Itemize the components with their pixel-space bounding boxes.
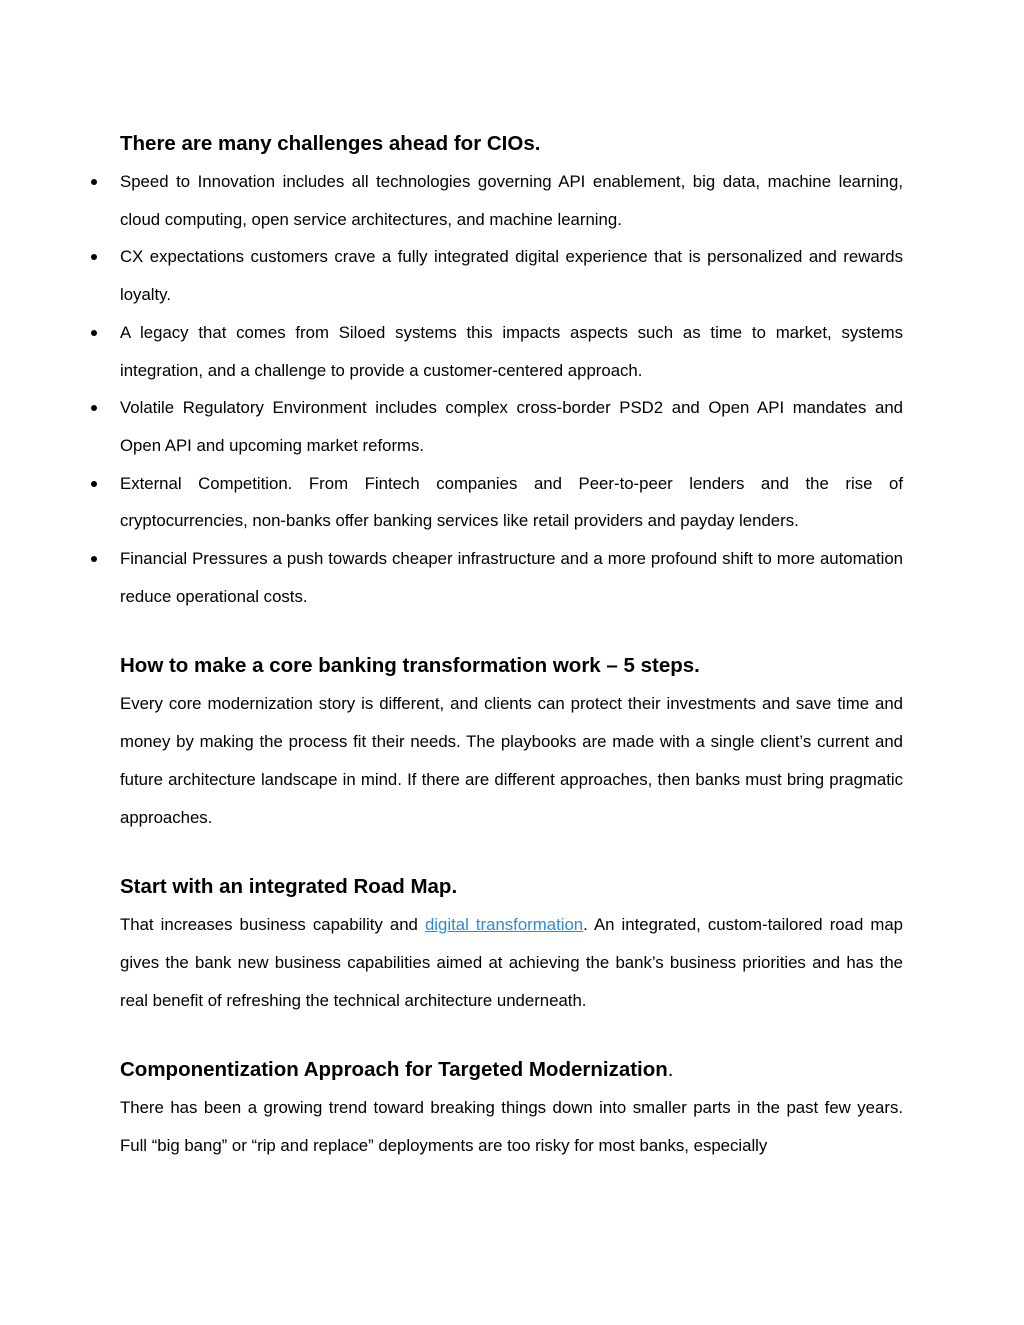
- list-item: External Competition. From Fintech companies and Peer-to-peer lenders and the rise of cryptocurrencies, non-banks offer banking services like retail providers and payday lenders.: [120, 465, 903, 540]
- section-road-map: [120, 871, 903, 1019]
- bullet-icon: [91, 179, 97, 185]
- section-heading: How to make a core banking transformation work – 5 steps.: [120, 654, 700, 678]
- section-heading: Componentization Approach for Targeted Modernization.: [120, 1058, 674, 1082]
- section-body: Every core modernization story is different, and clients can protect their investments and save time and money by making the process fit their needs. The playbooks are made with a single client’s current and future architecture landscape in mind. If there are different approaches, then banks must bring pragmatic approaches.: [120, 694, 903, 827]
- section-heading: Start with an integrated Road Map.: [120, 875, 458, 899]
- list-item: CX expectations customers crave a fully integrated digital experience that is personalized and rewards loyalty.: [120, 238, 903, 313]
- digital-transformation-link[interactable]: digital transformation: [424, 915, 584, 935]
- list-item: Financial Pressures a push towards cheaper infrastructure and a more profound shift to more automation reduce operational costs.: [120, 540, 903, 615]
- section-componentization: [120, 1054, 903, 1164]
- section-body: There has been a growing trend toward breaking things down into smaller parts in the past few years. Full “big bang” or “rip and replace” deployments are too risky for most banks, especially: [120, 1098, 903, 1156]
- section-body: That increases business capability and digital transformation. An integrated, custom-tailored road map gives the bank new business capabilities aimed at achieving the bank’s business priorities and has the real benefit of refreshing the technical architecture underneath.: [120, 915, 904, 1010]
- document-content: [120, 128, 903, 1165]
- list-item: Volatile Regulatory Environment includes complex cross-border PSD2 and Open API mandates and Open API and upcoming market reforms.: [120, 389, 903, 464]
- bullet-icon: [91, 481, 97, 487]
- section-five-steps: [120, 650, 903, 836]
- bullet-icon: [91, 330, 97, 336]
- section-challenges: [120, 128, 903, 615]
- bullet-icon: [91, 254, 97, 260]
- bullet-icon: [91, 405, 97, 411]
- challenges-list: [120, 163, 903, 615]
- list-item: A legacy that comes from Siloed systems this impacts aspects such as time to market, systems integration, and a challenge to provide a customer-centered approach.: [120, 314, 903, 389]
- section-heading: There are many challenges ahead for CIOs.: [120, 132, 541, 155]
- list-item: Speed to Innovation includes all technologies governing API enablement, big data, machine learning, cloud computing, open service architectures, and machine learning.: [120, 163, 903, 238]
- bullet-icon: [91, 556, 97, 562]
